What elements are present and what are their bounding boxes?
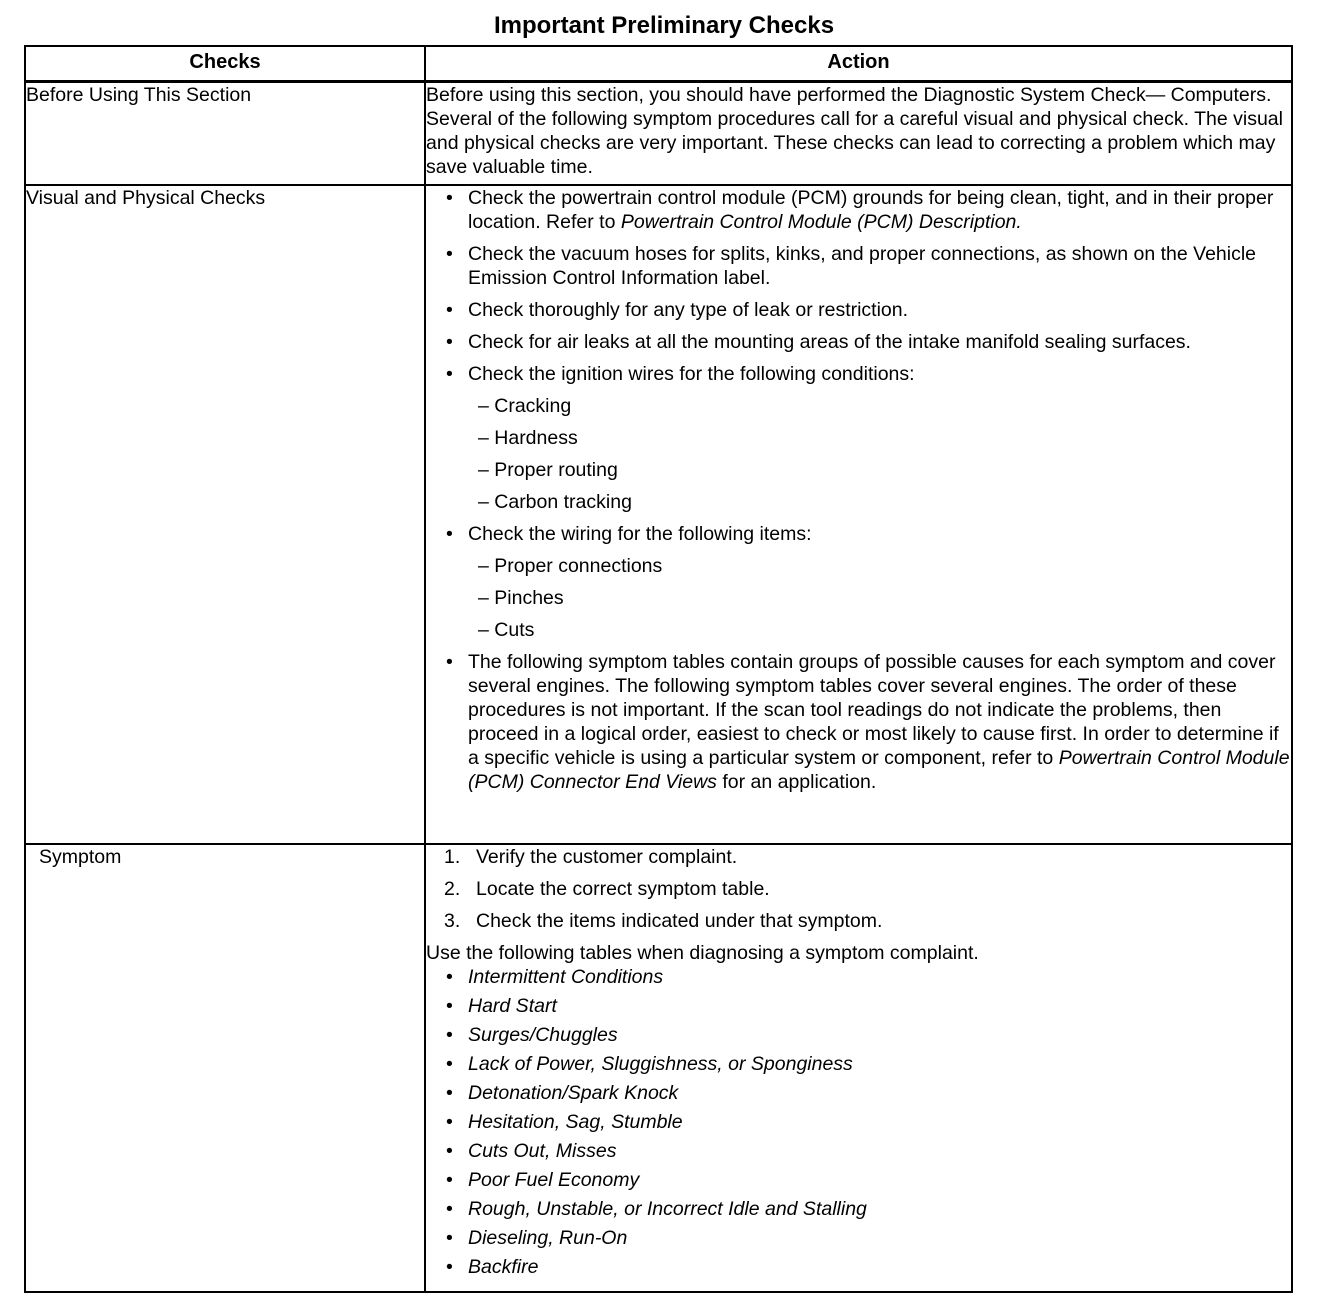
symptom-table-list: [426, 965, 1291, 1279]
list-item: [446, 1226, 1291, 1250]
list-item: – Pinches: [478, 587, 564, 609]
list-item: [446, 1023, 1291, 1047]
bullet-icon: •: [446, 651, 453, 673]
column-header-checks: Checks: [25, 46, 425, 82]
check-cell-before-using: Before Using This Section: [25, 82, 425, 186]
bullet-icon: •: [446, 363, 453, 385]
list-item: [446, 1081, 1291, 1105]
symptom-table-name: Hesitation, Sag, Stumble: [468, 1111, 683, 1133]
symptom-steps-list: [426, 845, 1291, 933]
column-header-action: Action: [425, 46, 1292, 82]
leak-text: Check thoroughly for any type of leak or restriction.: [468, 299, 909, 321]
list-item: [444, 909, 1291, 933]
ignition-conditions-list: [468, 394, 1291, 514]
visual-check-list: [426, 186, 1291, 794]
pcm-description-reference: Powertrain Control Module (PCM) Description.: [620, 211, 1022, 233]
symptom-tables-tail: for an application.: [716, 771, 877, 793]
before-using-text: Before using this section, you should have performed the Diagnostic System Check— Computers. Several of the following symptom procedures call for a careful visual and physical check. The visual and physical checks are very important. These checks can lead to correcting a problem which may save valuable time.: [426, 84, 1283, 178]
symptom-table-name: Detonation/Spark Knock: [468, 1082, 679, 1104]
symptom-table-name: Dieseling, Run-On: [468, 1227, 628, 1249]
symptom-table-name: Surges/Chuggles: [468, 1024, 618, 1046]
symptom-table-name: Intermittent Conditions: [468, 966, 664, 988]
bullet-icon: •: [446, 243, 453, 265]
bullet-icon: •: [446, 1053, 453, 1075]
list-item: [446, 1110, 1291, 1134]
symptom-table-name: Poor Fuel Economy: [468, 1169, 640, 1191]
check-cell-symptom: Symptom: [25, 844, 425, 1292]
connector-end-views-reference: Powertrain Control Module (PCM) Connector End Views: [468, 747, 1290, 793]
step-text: Verify the customer complaint.: [476, 846, 738, 868]
bullet-icon: •: [446, 1256, 453, 1278]
list-item: [446, 522, 1291, 642]
list-item: [446, 330, 1291, 354]
list-item: [446, 1139, 1291, 1163]
symptom-table-name: Cuts Out, Misses: [468, 1140, 617, 1162]
table-header-row: [25, 46, 1292, 82]
list-item: [444, 877, 1291, 901]
preliminary-checks-table: [24, 45, 1293, 1293]
bullet-icon: •: [446, 331, 453, 353]
list-item: – Proper connections: [478, 555, 663, 577]
list-item: – Cuts: [478, 619, 535, 641]
bullet-icon: •: [446, 1140, 453, 1162]
symptom-intro-text: Use the following tables when diagnosing a symptom complaint.: [426, 942, 979, 964]
table-row: [25, 82, 1292, 186]
list-item: [446, 1052, 1291, 1076]
list-item: [446, 186, 1291, 234]
symptom-table-name: Rough, Unstable, or Incorrect Idle and Stalling: [468, 1198, 867, 1220]
list-item: – Hardness: [478, 427, 578, 449]
list-item: – Proper routing: [478, 459, 618, 481]
bullet-icon: •: [446, 523, 453, 545]
bullet-icon: •: [446, 1198, 453, 1220]
bullet-icon: •: [446, 187, 453, 209]
page-title: Important Preliminary Checks: [493, 12, 835, 39]
symptom-table-name: Hard Start: [468, 995, 557, 1017]
bullet-icon: •: [446, 299, 453, 321]
bullet-icon: •: [446, 995, 453, 1017]
bullet-icon: •: [446, 1227, 453, 1249]
check-cell-visual-physical: Visual and Physical Checks: [25, 185, 425, 844]
step-text: Locate the correct symptom table.: [476, 878, 770, 900]
list-item: [446, 1168, 1291, 1192]
step-text: Check the items indicated under that symptom.: [476, 910, 883, 932]
table-row: [25, 844, 1292, 1292]
grounds-text: Check the powertrain control module (PCM) grounds for being clean, tight, and in their proper location. Refer to: [468, 187, 1274, 233]
bullet-icon: •: [446, 1082, 453, 1104]
list-item: – Cracking: [478, 395, 572, 417]
ignition-text: Check the ignition wires for the following conditions:: [468, 363, 915, 385]
list-item: [446, 242, 1291, 290]
table-row: [25, 185, 1292, 844]
list-item: [446, 298, 1291, 322]
vacuum-text: Check the vacuum hoses for splits, kinks, and proper connections, as shown on the Vehicle Emission Control Information label.: [468, 243, 1257, 289]
bullet-icon: •: [446, 1169, 453, 1191]
list-item: [446, 650, 1291, 794]
step-number: 3.: [444, 910, 461, 932]
wiring-items-list: [468, 554, 1291, 642]
air-leak-text: Check for air leaks at all the mounting areas of the intake manifold sealing surfaces.: [468, 331, 1191, 353]
action-cell-symptom: [425, 844, 1292, 1292]
list-item: – Carbon tracking: [478, 491, 632, 513]
list-item: [444, 845, 1291, 869]
wiring-text: Check the wiring for the following items:: [468, 523, 812, 545]
action-cell-before-using: [425, 82, 1292, 186]
symptom-tables-text: The following symptom tables contain groups of possible causes for each symptom and cover several engines. The following symptom tables cover several engines. The order of these procedures is not important. If the scan tool readings do not indicate the problems, then proceed in a logical order, easiest to check or most likely to cause first. In order to determine if a specific vehicle is using a particular system or component, refer to: [468, 651, 1279, 769]
bullet-icon: •: [446, 1024, 453, 1046]
bullet-icon: •: [446, 966, 453, 988]
list-item: [446, 362, 1291, 514]
step-number: 2.: [444, 878, 461, 900]
symptom-table-name: Backfire: [468, 1256, 539, 1278]
list-item: [446, 1255, 1291, 1279]
action-cell-visual-physical: [425, 185, 1292, 844]
symptom-table-name: Lack of Power, Sluggishness, or Sponginess: [468, 1053, 853, 1075]
list-item: [446, 965, 1291, 989]
list-item: [446, 1197, 1291, 1221]
bullet-icon: •: [446, 1111, 453, 1133]
list-item: [446, 994, 1291, 1018]
step-number: 1.: [444, 846, 461, 868]
